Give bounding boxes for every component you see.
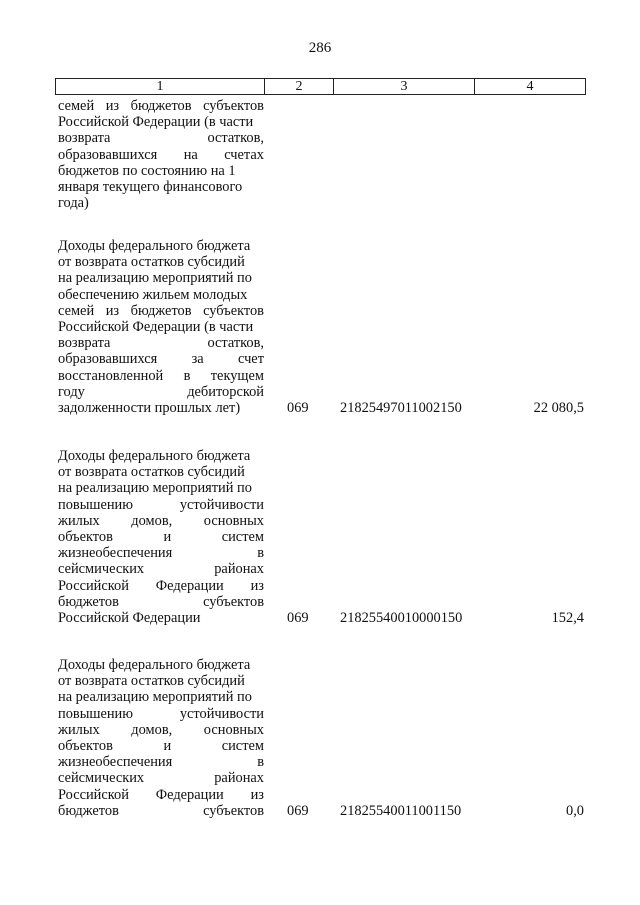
description-word: бюджетов	[58, 802, 119, 819]
description-word: районах	[214, 770, 264, 787]
description-line: Доходы федерального бюджета	[58, 657, 251, 673]
admin-code: 069	[287, 802, 309, 819]
description-line: Российской Федерации	[58, 610, 201, 627]
description-line: Доходы федерального бюджета	[58, 238, 251, 254]
description-word: домов,	[131, 721, 173, 738]
description-line	[58, 722, 264, 738]
description-line	[58, 594, 264, 610]
description-line	[58, 384, 264, 400]
table-header	[55, 78, 586, 95]
description-line	[58, 497, 264, 513]
description-line	[58, 578, 264, 594]
description-word: и	[163, 529, 172, 546]
description-word: из	[105, 98, 120, 114]
description-line: от возврата остатков субсидий	[58, 673, 245, 690]
description-word: субъектов	[203, 802, 264, 819]
description-word: семей	[58, 98, 95, 114]
description-word: Российской	[58, 786, 129, 803]
header-col-4: 4	[526, 79, 534, 94]
description-line	[58, 561, 264, 577]
description-word: районах	[214, 561, 264, 578]
description-word: устойчивости	[179, 496, 264, 513]
description-word: устойчивости	[179, 705, 264, 722]
description-word: жилых	[58, 512, 100, 529]
description-word: остатков,	[207, 335, 264, 352]
amount: 152,4	[551, 610, 584, 626]
description-word: субъектов	[203, 593, 264, 610]
budget-classification-code: 21825497011002150	[340, 400, 462, 416]
page-number: 286	[308, 40, 332, 56]
description-line	[58, 147, 264, 163]
description-word: семей	[58, 302, 95, 319]
description-word: из	[105, 302, 120, 319]
description-word: Российской	[58, 577, 129, 594]
description-word: и	[163, 738, 172, 755]
description-line	[58, 303, 264, 319]
header-col-3: 3	[334, 79, 475, 94]
description-line: Российской Федерации (в части	[58, 114, 254, 131]
description-word: бюджетов	[130, 302, 192, 319]
description-word: основных	[203, 721, 264, 738]
header-col-1: 1	[56, 79, 265, 94]
description-line	[58, 130, 264, 146]
description-line	[58, 754, 264, 770]
description-line	[58, 803, 264, 819]
description-word: возврата	[58, 130, 111, 147]
description-word: Федерации	[155, 786, 224, 803]
description-word: домов,	[131, 512, 173, 529]
description-word: систем	[221, 529, 264, 546]
row-description	[58, 238, 264, 416]
admin-code: 069	[287, 400, 309, 416]
description-line	[58, 529, 264, 545]
description-line: января текущего финансового	[58, 179, 243, 196]
description-word: за	[191, 351, 204, 368]
budget-classification-code: 21825540011001150	[340, 802, 462, 819]
description-word: бюджетов	[58, 593, 119, 610]
description-word: в	[257, 545, 264, 562]
description-word: объектов	[58, 529, 113, 546]
description-line: бюджетов по состоянию на 1	[58, 162, 236, 179]
description-word: сейсмических	[58, 561, 145, 578]
row-description	[58, 657, 264, 819]
description-word: основных	[203, 512, 264, 529]
description-line: от возврата остатков субсидий	[58, 254, 245, 271]
description-line: года)	[58, 195, 89, 212]
description-word: субъектов	[203, 302, 264, 319]
description-line	[58, 513, 264, 529]
description-line: Российской Федерации (в части	[58, 319, 254, 336]
description-word: жилых	[58, 721, 100, 738]
description-line	[58, 335, 264, 351]
description-word: на	[183, 146, 198, 163]
description-word: возврата	[58, 335, 111, 352]
description-line	[58, 738, 264, 754]
description-word: сейсмических	[58, 770, 145, 787]
row-description	[58, 98, 264, 211]
description-word: образовавшихся	[58, 351, 158, 368]
description-word: образовавшихся	[58, 146, 158, 163]
description-line	[58, 98, 264, 114]
description-line	[58, 545, 264, 561]
description-word: остатков,	[207, 130, 264, 147]
description-word: в	[257, 754, 264, 771]
description-line: Доходы федерального бюджета	[58, 448, 251, 464]
admin-code: 069	[287, 610, 309, 626]
description-line: задолженности прошлых лет)	[58, 400, 241, 417]
description-word: году	[58, 383, 85, 400]
description-line: на реализацию мероприятий по	[58, 480, 252, 497]
description-word: систем	[221, 738, 264, 755]
description-word: жизнеобеспечения	[58, 754, 173, 771]
description-line	[58, 368, 264, 384]
description-word: из	[250, 577, 264, 594]
description-line	[58, 770, 264, 786]
description-word: жизнеобеспечения	[58, 545, 173, 562]
amount: 22 080,5	[533, 400, 584, 416]
description-word: дебиторской	[187, 383, 264, 400]
description-word: из	[250, 786, 264, 803]
amount: 0,0	[566, 802, 584, 819]
header-col-2: 2	[265, 79, 334, 94]
description-word: в	[183, 367, 191, 384]
description-line: на реализацию мероприятий по	[58, 689, 252, 706]
description-word: субъектов	[203, 98, 264, 114]
description-word: счетах	[224, 146, 264, 163]
description-word: текущем	[210, 367, 264, 384]
description-word: счет	[237, 351, 264, 368]
description-line	[58, 787, 264, 803]
description-word: бюджетов	[130, 98, 192, 114]
description-line: на реализацию мероприятий по	[58, 270, 252, 287]
description-word: объектов	[58, 738, 113, 755]
description-line: от возврата остатков субсидий	[58, 464, 245, 481]
description-line	[58, 706, 264, 722]
description-word: восстановленной	[58, 367, 164, 384]
description-word: повышению	[58, 705, 133, 722]
description-word: Федерации	[155, 577, 224, 594]
budget-classification-code: 21825540010000150	[340, 610, 463, 626]
description-line	[58, 351, 264, 367]
description-line: обеспечению жильем молодых	[58, 286, 248, 303]
row-description	[58, 448, 264, 626]
description-word: повышению	[58, 496, 133, 513]
